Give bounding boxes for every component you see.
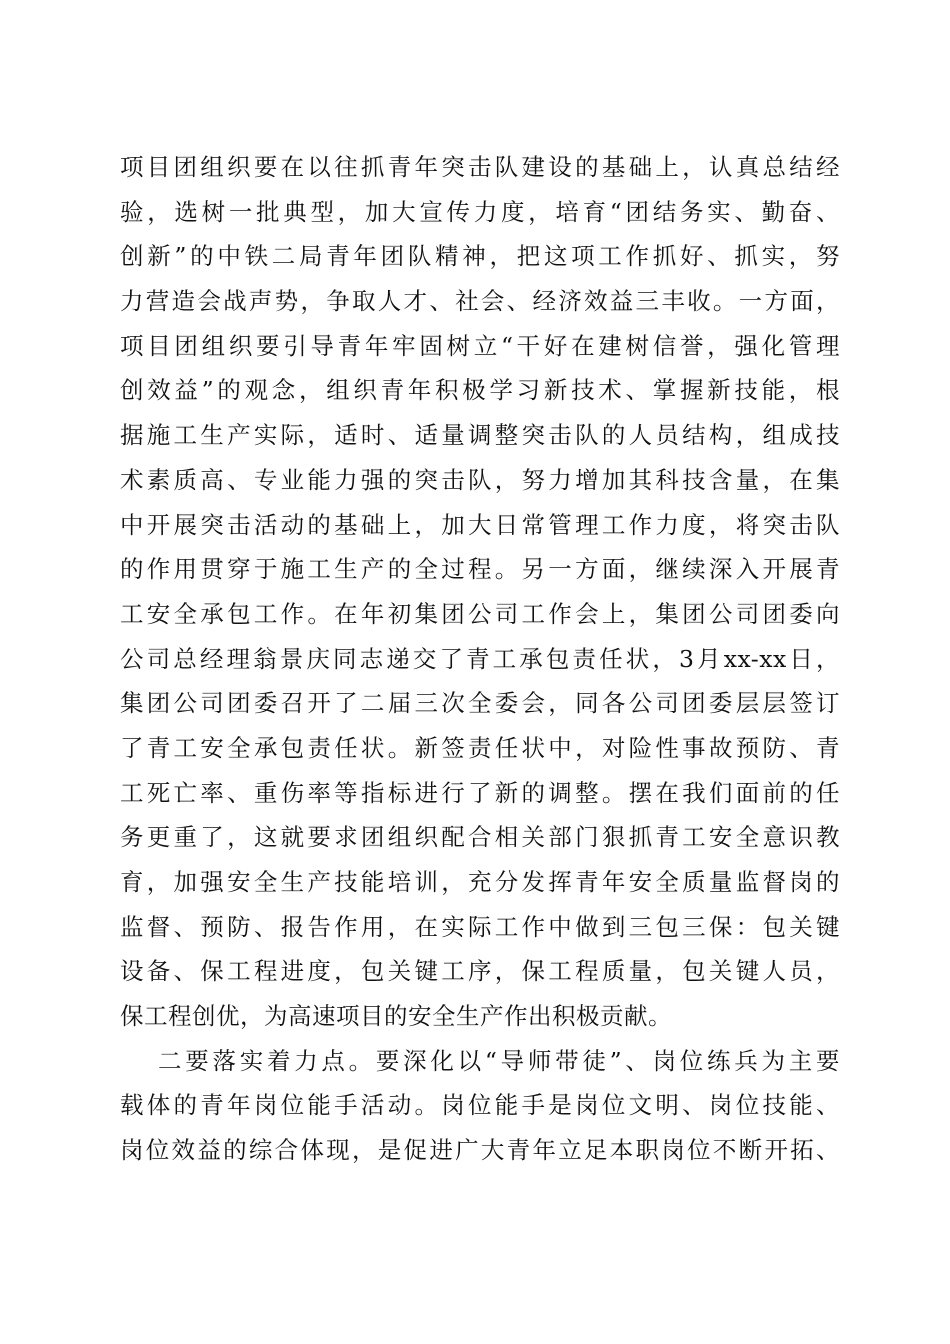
text-line: 载体的青年岗位能手活动。岗位能手是岗位文明、岗位技能、 [120,1091,840,1120]
text-line: 力营造会战声势，争取人才、社会、经济效益三丰收。一方面， [120,287,840,316]
text-line: 项目团组织要引导青年牢固树立“干好在建树信誉，强化管理 [120,331,840,360]
text-line: 创效益”的观念，组织青年积极学习新技术、掌握新技能，根 [120,376,840,405]
text-line: 公司总经理翁景庆同志递交了青工承包责任状，3月xx-xx日， [120,644,840,673]
text-line: 工死亡率、重伤率等指标进行了新的调整。摆在我们面前的任 [120,778,840,807]
text-line: 术素质高、专业能力强的突击队，努力增加其科技含量，在集 [120,465,840,494]
text-line: 育，加强安全生产技能培训，充分发挥青年安全质量监督岗的 [120,868,840,896]
text-line: 集团公司团委召开了二届三次全委会，同各公司团委层层签订 [120,689,840,718]
text-line: 保工程创优，为高速项目的安全生产作出积极贡献。 [120,1002,672,1031]
text-line: 了青工安全承包责任状。新签责任状中，对险性事故预防、青 [120,733,840,762]
paragraph-2 [120,1039,840,1173]
text-line: 的作用贯穿于施工生产的全过程。另一方面，继续深入开展青 [120,555,840,584]
document-body [120,145,840,1173]
text-line: 二要落实着力点。要深化以“导师带徒”、岗位练兵为主要 [158,1046,840,1075]
text-line: 中开展突击活动的基础上，加大日常管理工作力度，将突击队 [120,510,840,539]
paragraph-1 [120,145,840,1039]
text-line: 验，选树一批典型，加大宣传力度，培育“团结务实、勤奋、 [120,197,840,226]
text-line: 岗位效益的综合体现，是促进广大青年立足本职岗位不断开拓、 [120,1136,840,1165]
text-line: 监督、预防、报告作用，在实际工作中做到三包三保：包关键 [120,912,840,941]
text-line: 工安全承包工作。在年初集团公司工作会上，集团公司团委向 [120,599,840,628]
text-line: 设备、保工程进度，包关键工序，保工程质量，包关键人员， [120,957,840,986]
text-line: 创新”的中铁二局青年团队精神，把这项工作抓好、抓实，努 [120,242,840,271]
text-line: 据施工生产实际，适时、适量调整突击队的人员结构，组成技 [120,421,840,450]
text-line: 务更重了，这就要求团组织配合相关部门狠抓青工安全意识教 [120,823,840,852]
text-line: 项目团组织要在以往抓青年突击队建设的基础上，认真总结经 [120,153,840,181]
